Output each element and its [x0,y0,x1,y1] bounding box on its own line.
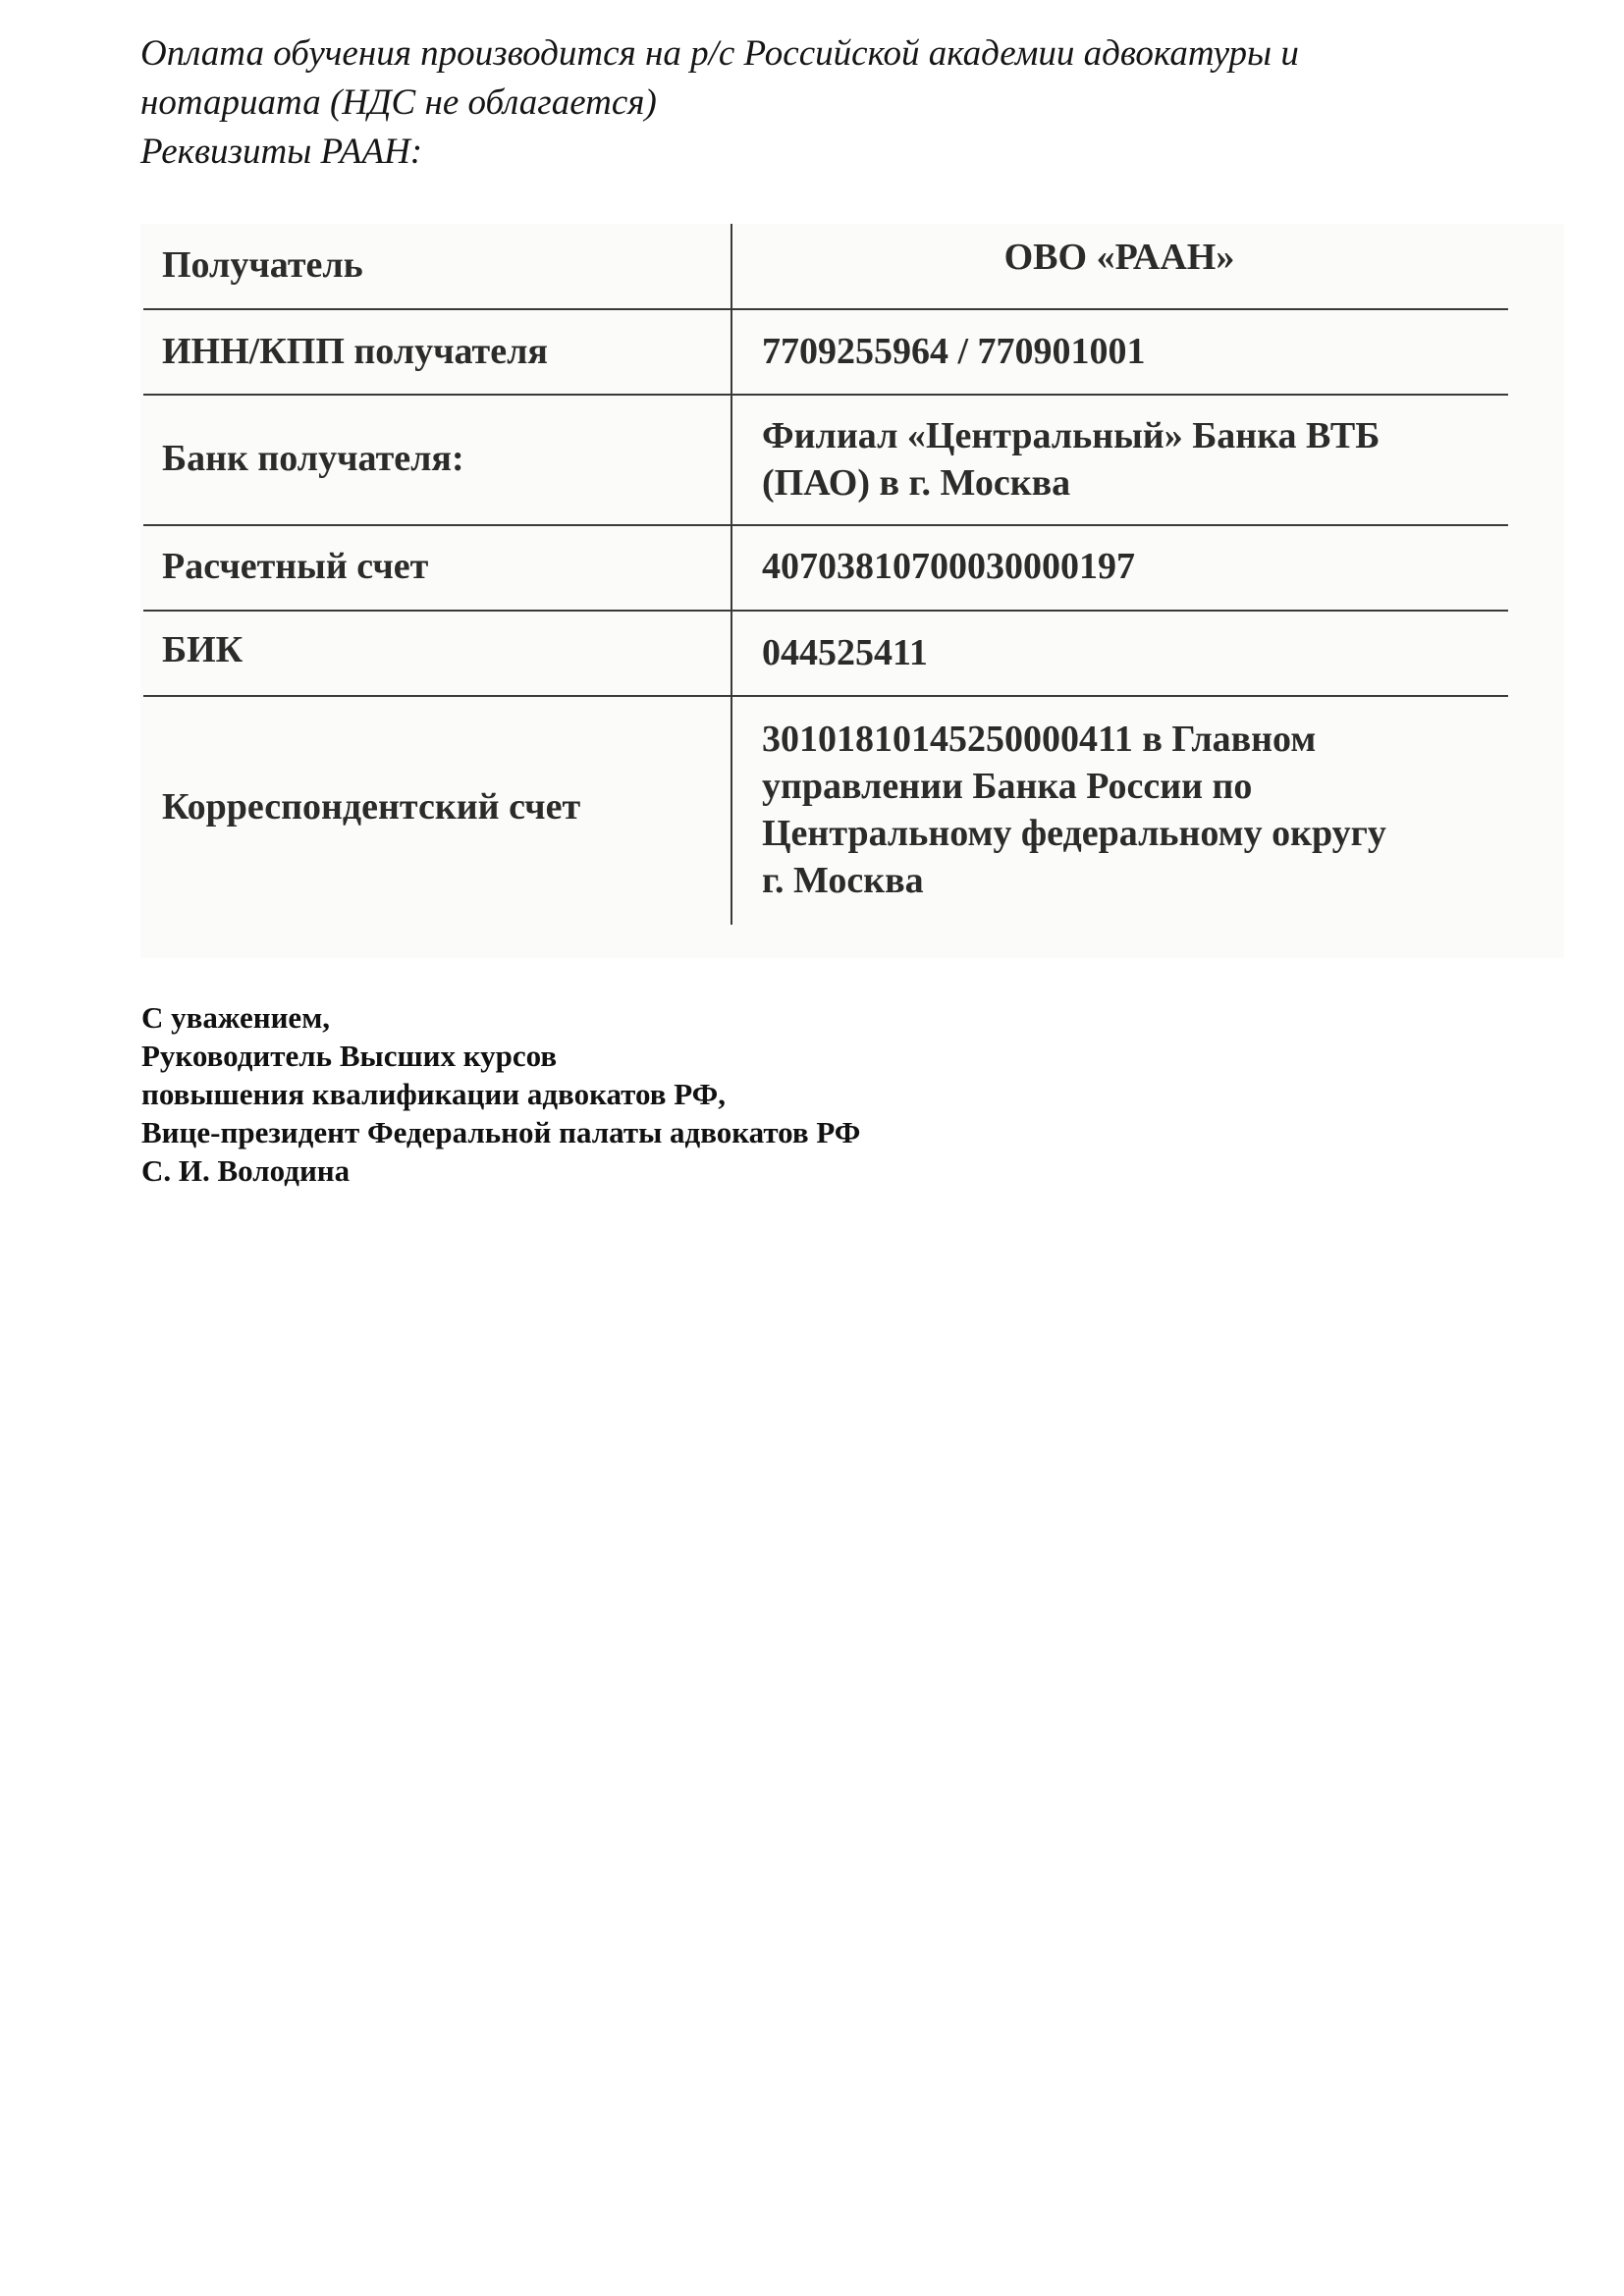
intro-line-1: Оплата обучения производится на р/с Российской академии адвокатуры и [140,33,1299,74]
table-row-divider [143,695,1508,697]
bank-value-line-1: Филиал «Центральный» Банка ВТБ [762,415,1380,456]
intro-line-3: Реквизиты РААН: [140,132,423,172]
closing-line-5: С. И. Володина [141,1153,351,1188]
closing-line-2: Руководитель Высших курсов [141,1039,558,1073]
closing-line-3: повышения квалификации адвокатов РФ, [141,1077,726,1111]
inn-kpp-value: 7709255964 / 770901001 [762,331,1146,372]
bank-label: Банк получателя: [162,438,464,479]
closing-signature [141,998,860,1190]
account-value: 40703810700030000197 [762,546,1135,587]
corr-account-value-line-2: управлении Банка России по [762,766,1253,807]
table-row-divider [143,394,1508,396]
corr-account-label: Корреспондентский счет [162,786,581,828]
intro-line-2: нотариата (НДС не облагается) [140,82,657,123]
table-column-divider [731,224,732,925]
requisites-table [140,224,1564,958]
bik-value: 044525411 [762,632,928,673]
table-row-divider [143,610,1508,612]
bik-label: БИК [162,629,244,670]
recipient-label: Получатель [162,244,363,286]
payment-intro [140,29,1515,177]
closing-line-4: Вице-президент Федеральной палаты адвокатов РФ [141,1115,861,1149]
closing-line-1: С уважением, [141,1000,331,1035]
corr-account-value-line-4: г. Москва [762,860,924,901]
corr-account-value-line-1: 30101810145250000411 в Главном [762,719,1317,760]
corr-account-value-line-3: Центральному федеральному округу [762,813,1386,854]
table-row-divider [143,524,1508,526]
table-row-divider [143,308,1508,310]
inn-kpp-label: ИНН/КПП получателя [162,331,548,372]
recipient-value: ОВО «РААН» [1003,237,1235,278]
account-label: Расчетный счет [162,546,429,587]
bank-value-line-2: (ПАО) в г. Москва [762,462,1071,504]
